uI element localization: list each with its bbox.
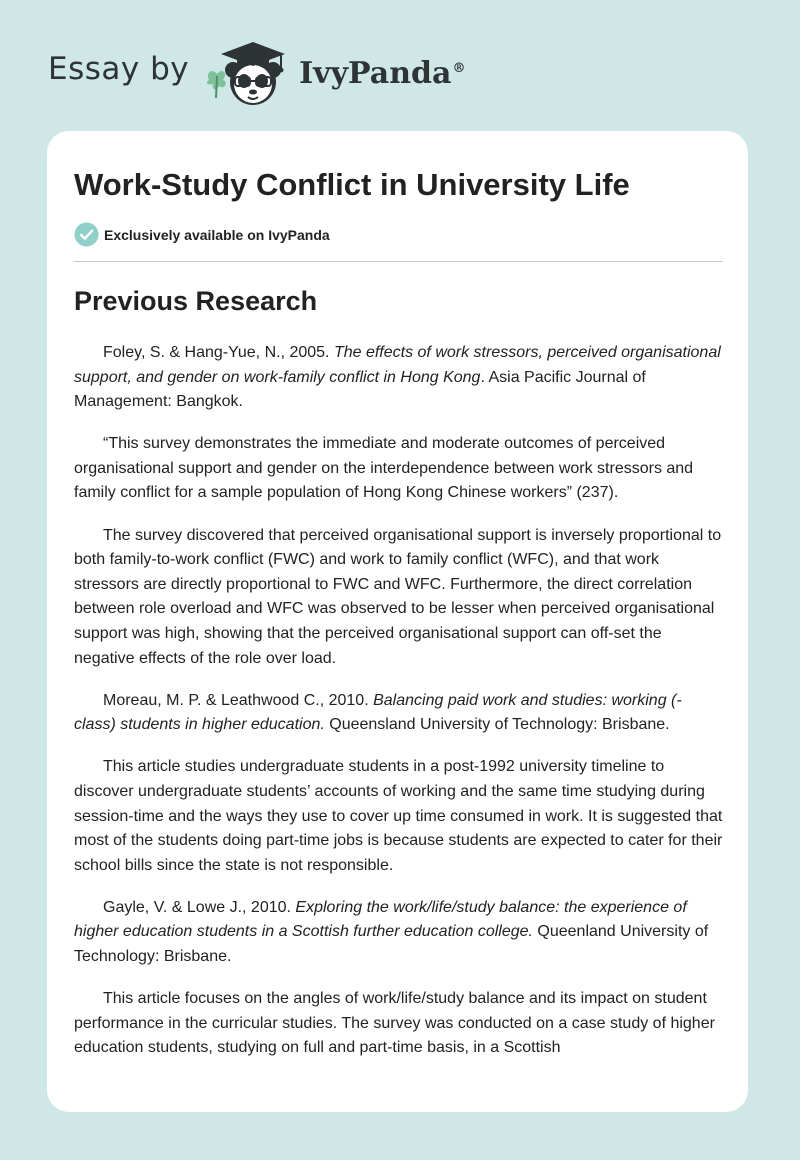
section-heading: Previous Research	[74, 286, 318, 316]
brand-name: IvyPanda®	[299, 55, 466, 91]
paragraph: “This survey demonstrates the immediate and moderate outcomes of perceived organisational support and gender on the interdependence between work stressors and family conflict for a sample population of Hong Kong Chinese workers” (237).	[74, 435, 694, 502]
panda-logo-icon	[203, 36, 295, 108]
paragraph: This article focuses on the angles of work/life/study balance and its impact on student performance in the curricular studies. The survey was conducted on a case study of higher education students, studying on full and part-time basis, in a Scottish	[74, 990, 715, 1057]
check-circle-icon	[74, 222, 99, 247]
paragraph: This article studies undergraduate students in a post-1992 university timeline to discover undergraduate students’ accounts of working and the same time studying during session-time and the ways they use to cover up time consumed in work. It is suggested that most of the students doing part-time jobs is because students are expected to cater for their school bills since the state is not responsible.	[74, 758, 723, 874]
page-title: Work-Study Conflict in University Life	[74, 167, 630, 202]
paragraph: Moreau, M. P. & Leathwood C., 2010. Balancing paid work and studies: working (-class) students in higher education. Queensland University of Technology: Brisbane.	[74, 691, 682, 734]
essay-card	[47, 131, 748, 1112]
paragraph: Gayle, V. & Lowe J., 2010. Exploring the work/life/study balance: the experience of higher education students in a Scottish further education college. Queenland University of Technology: Brisbane.	[74, 898, 709, 965]
brand-header[interactable]	[48, 36, 465, 108]
brand-prefix: Essay by	[48, 51, 190, 87]
paragraph: The survey discovered that perceived organisational support is inversely proportional to both family-to-work conflict (FWC) and work to family conflict (WFC), and that work stressors are directly proportional to FWC and WFC. Furthermore, the direct correlation between role overload and WFC was observed to be lesser when perceived organisational support was high, showing that the perceived organisational support can off-set the negative effects of the role over load.	[74, 526, 722, 667]
title-divider	[74, 261, 723, 262]
badge-label: Exclusively available on IvyPanda	[104, 226, 330, 243]
article-body	[74, 341, 723, 1078]
exclusive-badge	[74, 222, 330, 247]
paragraph: Foley, S. & Hang-Yue, N., 2005. The effects of work stressors, perceived organisational support, and gender on work-family conflict in Hong Kong. Asia Pacific Journal of Management: Bangkok.	[74, 344, 721, 411]
